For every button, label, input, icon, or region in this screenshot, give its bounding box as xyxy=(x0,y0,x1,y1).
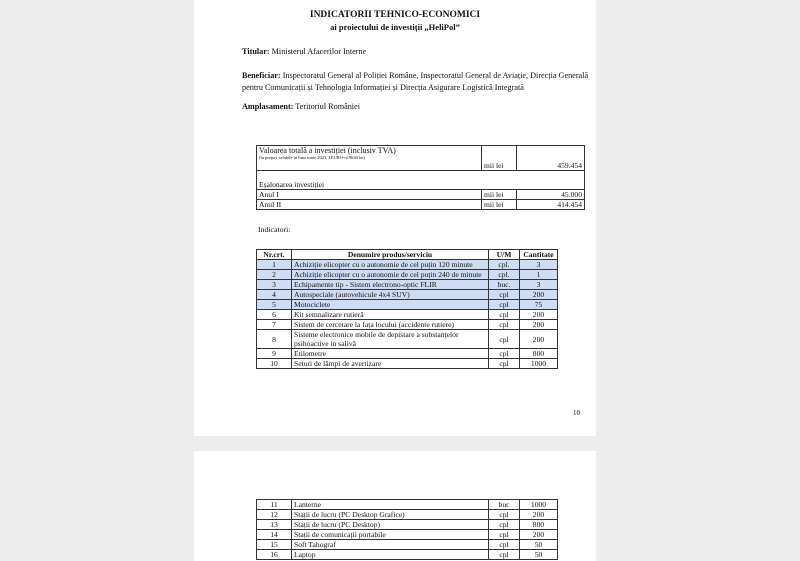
row-number: 12 xyxy=(257,510,292,520)
total-value-label-cell xyxy=(257,146,482,171)
price-note: (în prețuri valabile în luna iunie 2023, 1EURO=4.9630 lei) xyxy=(259,155,366,160)
row-number: 3 xyxy=(257,280,292,290)
product-quantity: 200 xyxy=(520,310,558,320)
table-row xyxy=(257,290,558,300)
product-quantity: 75 xyxy=(520,300,558,310)
col-um-header: U/M xyxy=(489,250,520,260)
table-row xyxy=(257,260,558,270)
table-row xyxy=(257,270,558,280)
product-quantity: 800 xyxy=(520,349,558,359)
row-number: 4 xyxy=(257,290,292,300)
table-row xyxy=(257,171,585,190)
product-quantity: 200 xyxy=(520,320,558,330)
product-quantity: 1000 xyxy=(520,500,558,510)
product-quantity: 3 xyxy=(520,260,558,270)
product-name: Stații de lucru (PC Desktop Grafice) xyxy=(292,510,489,520)
product-name: Soft Tahograf xyxy=(292,540,489,550)
table-row xyxy=(257,510,558,520)
document-page-1 xyxy=(194,0,596,436)
product-name: Autospeciale (autovehicule 4x4 SUV) xyxy=(292,290,489,300)
table-row xyxy=(257,190,585,200)
total-value-label: Valoarea totală a investiției (inclusiv TVA) xyxy=(259,146,396,155)
product-unit: cpl xyxy=(489,310,520,320)
product-name: Achiziție elicopter cu o autonomie de cel puțin 120 minute xyxy=(292,260,489,270)
product-unit: cpl xyxy=(489,320,520,330)
titular-label: Titular: xyxy=(242,47,270,56)
year-value: 414.454 xyxy=(517,200,585,210)
product-quantity: 200 xyxy=(520,510,558,520)
table-row xyxy=(257,349,558,359)
beneficiar-value: Inspectoratul General al Poliției Române, Inspectoratul General de Aviație, Direcția Generală pentru Comunicații și Tehnologia Informației și Direcția Asigurare Logistică Integrată xyxy=(242,71,589,92)
table-row xyxy=(257,310,558,320)
product-unit: cpl xyxy=(489,330,520,349)
table-header-row xyxy=(257,250,558,260)
beneficiar-field xyxy=(242,70,594,94)
row-number: 10 xyxy=(257,359,292,369)
product-quantity: 200 xyxy=(520,330,558,349)
row-number: 5 xyxy=(257,300,292,310)
product-unit: buc. xyxy=(489,280,520,290)
product-unit: cpl xyxy=(489,359,520,369)
product-unit: cpl xyxy=(489,540,520,550)
product-name: Achiziție elicopter cu o autonomie de cel puțin 240 de minute xyxy=(292,270,489,280)
product-name: Sistem de cercetare la fața locului (accidente rutiere) xyxy=(292,320,489,330)
beneficiar-label: Beneficiar: xyxy=(242,71,281,80)
product-quantity: 1000 xyxy=(520,359,558,369)
table-row xyxy=(257,146,585,171)
amplasament-value: Teritoriul României xyxy=(293,102,360,111)
table-row xyxy=(257,330,558,349)
row-number: 13 xyxy=(257,520,292,530)
product-quantity: 3 xyxy=(520,280,558,290)
row-number: 9 xyxy=(257,349,292,359)
page-number: 10 xyxy=(573,409,580,417)
investment-value-table xyxy=(256,145,585,210)
table-row xyxy=(257,280,558,290)
year-cell: Anul I xyxy=(257,190,482,200)
row-number: 14 xyxy=(257,530,292,540)
year-value: 45.000 xyxy=(517,190,585,200)
year-cell: Anul II xyxy=(257,200,482,210)
product-name: Echipamente tip - Sistem electrono-optic FLIR xyxy=(292,280,489,290)
titular-value: Ministerul Afacerilor Interne xyxy=(269,47,367,56)
table-row xyxy=(257,540,558,550)
product-name: Stații de comunicații portabile xyxy=(292,530,489,540)
col-denumire-header: Denumire produs/serviciu xyxy=(292,250,489,260)
product-unit: cpl xyxy=(489,290,520,300)
table-row xyxy=(257,550,558,560)
product-name: Seturi de lămpi de avertizare xyxy=(292,359,489,369)
row-number: 11 xyxy=(257,500,292,510)
product-unit: cpl xyxy=(489,510,520,520)
document-subtitle: ai proiectului de investiții „HeliPol” xyxy=(330,22,460,32)
row-number: 16 xyxy=(257,550,292,560)
product-unit: buc xyxy=(489,500,520,510)
product-unit: cpl. xyxy=(489,260,520,270)
product-name: Sisteme electronice mobile de depistare a substanțelor psihoactive in salivă xyxy=(292,330,489,349)
product-name: Lanterne xyxy=(292,500,489,510)
product-quantity: 800 xyxy=(520,520,558,530)
product-quantity: 200 xyxy=(520,530,558,540)
product-name: Etilometre xyxy=(292,349,489,359)
col-cantitate-header: Cantitate xyxy=(520,250,558,260)
row-number: 7 xyxy=(257,320,292,330)
row-number: 2 xyxy=(257,270,292,280)
product-quantity: 50 xyxy=(520,540,558,550)
row-number: 15 xyxy=(257,540,292,550)
esalonare-label: Eșalonarea investiției xyxy=(257,171,585,190)
table-row xyxy=(257,530,558,540)
table-row xyxy=(257,300,558,310)
product-unit: cpl xyxy=(489,349,520,359)
total-value: 459.454 xyxy=(517,146,585,171)
product-unit: cpl. xyxy=(489,270,520,280)
product-unit: cpl xyxy=(489,530,520,540)
total-value-unit: mii lei xyxy=(482,146,517,171)
products-table xyxy=(256,249,558,369)
indicatori-label: Indicatori: xyxy=(258,225,291,234)
document-title: INDICATORII TEHNICO-ECONOMICI xyxy=(309,10,481,20)
table-row xyxy=(257,500,558,510)
amplasament-label: Amplasament: xyxy=(242,102,294,111)
product-unit: cpl xyxy=(489,300,520,310)
table-row xyxy=(257,200,585,210)
product-quantity: 1 xyxy=(520,270,558,280)
table-row xyxy=(257,359,558,369)
row-number: 8 xyxy=(257,330,292,349)
product-quantity: 200 xyxy=(520,290,558,300)
row-number: 1 xyxy=(257,260,292,270)
titular-field xyxy=(242,46,594,58)
product-unit: cpl xyxy=(489,520,520,530)
col-nr-header: Nr.crt. xyxy=(257,250,292,260)
table-row xyxy=(257,520,558,530)
year-unit: mii lei xyxy=(482,190,517,200)
year-unit: mii lei xyxy=(482,200,517,210)
amplasament-field xyxy=(242,101,594,113)
product-name: Laptop xyxy=(292,550,489,560)
row-number: 6 xyxy=(257,310,292,320)
product-quantity: 50 xyxy=(520,550,558,560)
product-name: Kit semnalizare rutieră xyxy=(292,310,489,320)
product-name: Motociclete xyxy=(292,300,489,310)
product-name: Stații de lucru (PC Desktop) xyxy=(292,520,489,530)
table-row xyxy=(257,320,558,330)
product-unit: cpl xyxy=(489,550,520,560)
products-table-continued xyxy=(256,499,558,560)
document-page-2 xyxy=(194,451,596,561)
